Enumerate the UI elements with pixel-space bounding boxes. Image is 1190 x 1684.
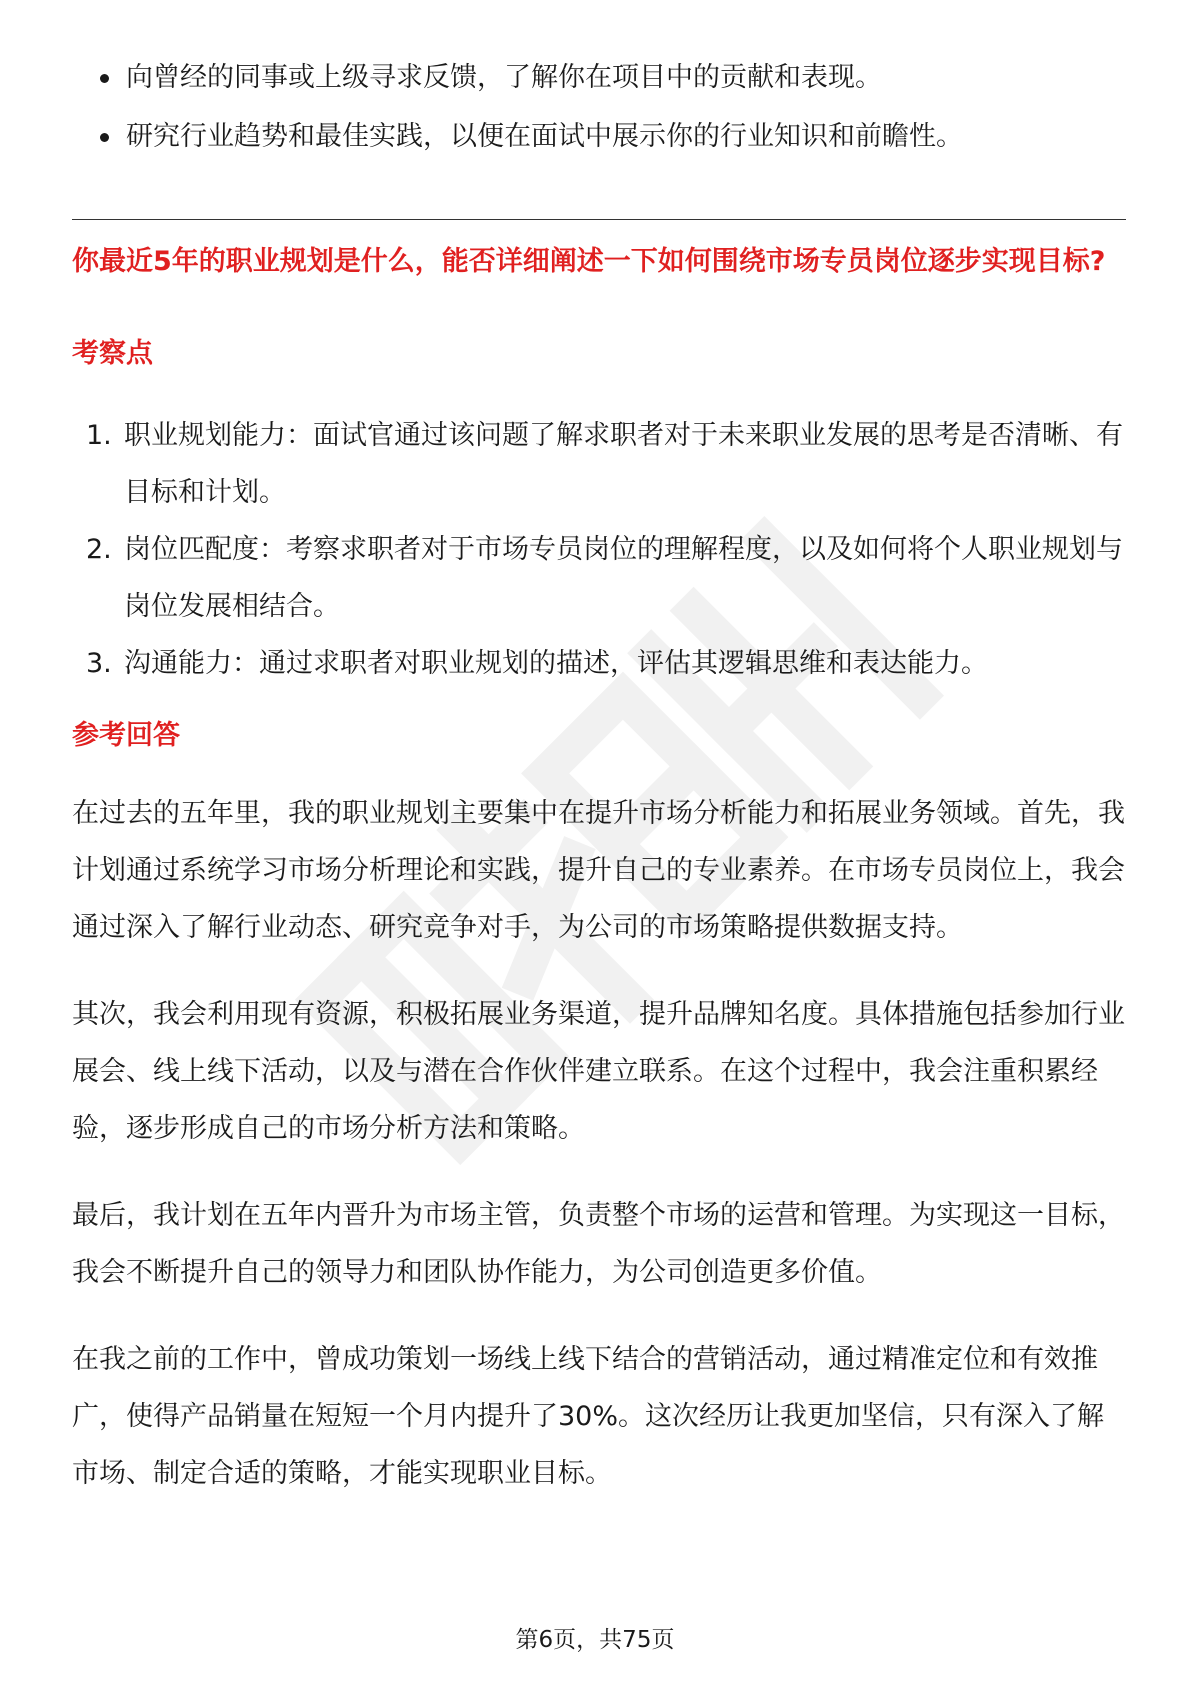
answer-label: 参考回答 bbox=[72, 720, 180, 751]
answer-paragraph: 其次，我会利用现有资源，积极拓展业务渠道，提升品牌知名度。具体措施包括参加行业展会、线上线下活动，以及与潜在合作伙伴建立联系。在这个过程中，我会注重积累经验，逐步形成自己的市场分析方法和策略。 bbox=[72, 999, 1125, 1144]
list-item-text: 职业规划能力：面试官通过该问题了解求职者对于未来职业发展的思考是否清晰、有目标和计划。 bbox=[124, 420, 1123, 508]
answer-paragraph: 在我之前的工作中，曾成功策划一场线上线下结合的营销活动，通过精准定位和有效推广，使得产品销量在短短一个月内提升了30%。这次经历让我更加坚信，只有深入了解市场、制定合适的策略，才能实现职业目标。 bbox=[72, 1344, 1105, 1489]
tips-list bbox=[96, 58, 1126, 176]
bullet-icon bbox=[100, 74, 109, 83]
list-item-text: 向曾经的同事或上级寻求反馈，了解你在项目中的贡献和表现。 bbox=[126, 62, 882, 93]
list-item bbox=[72, 521, 1126, 635]
list-item-text: 沟通能力：通过求职者对职业规划的描述，评估其逻辑思维和表达能力。 bbox=[124, 648, 988, 679]
assessment-points bbox=[72, 407, 1126, 692]
list-item-text: 岗位匹配度：考察求职者对于市场专员岗位的理解程度，以及如何将个人职业规划与岗位发展相结合。 bbox=[124, 534, 1123, 622]
list-item bbox=[96, 58, 1126, 98]
assessment-label: 考察点 bbox=[72, 338, 153, 369]
section-divider bbox=[72, 219, 1126, 220]
answer-paragraph: 最后，我计划在五年内晋升为市场主管，负责整个市场的运营和管理。为实现这一目标，我会不断提升自己的领导力和团队协作能力，为公司创造更多价值。 bbox=[72, 1200, 1125, 1288]
page-footer: 第6页，共75页 bbox=[515, 1627, 675, 1653]
bullet-icon bbox=[100, 133, 109, 142]
list-item-text: 研究行业趋势和最佳实践，以便在面试中展示你的行业知识和前瞻性。 bbox=[126, 121, 963, 152]
list-number: 2. bbox=[86, 534, 112, 565]
list-item bbox=[72, 407, 1126, 521]
list-item bbox=[96, 117, 1126, 157]
list-number: 3. bbox=[86, 648, 112, 679]
answer-body bbox=[72, 785, 1126, 1532]
list-number: 1. bbox=[86, 420, 112, 451]
answer-paragraph: 在过去的五年里，我的职业规划主要集中在提升市场分析能力和拓展业务领域。首先，我计划通过系统学习市场分析理论和实践，提升自己的专业素养。在市场专员岗位上，我会通过深入了解行业动态、研究竞争对手，为公司的市场策略提供数据支持。 bbox=[72, 798, 1125, 943]
question-heading: 你最近5年的职业规划是什么，能否详细阐述一下如何围绕市场专员岗位逐步实现目标? bbox=[72, 246, 1106, 277]
list-item bbox=[72, 635, 1126, 692]
